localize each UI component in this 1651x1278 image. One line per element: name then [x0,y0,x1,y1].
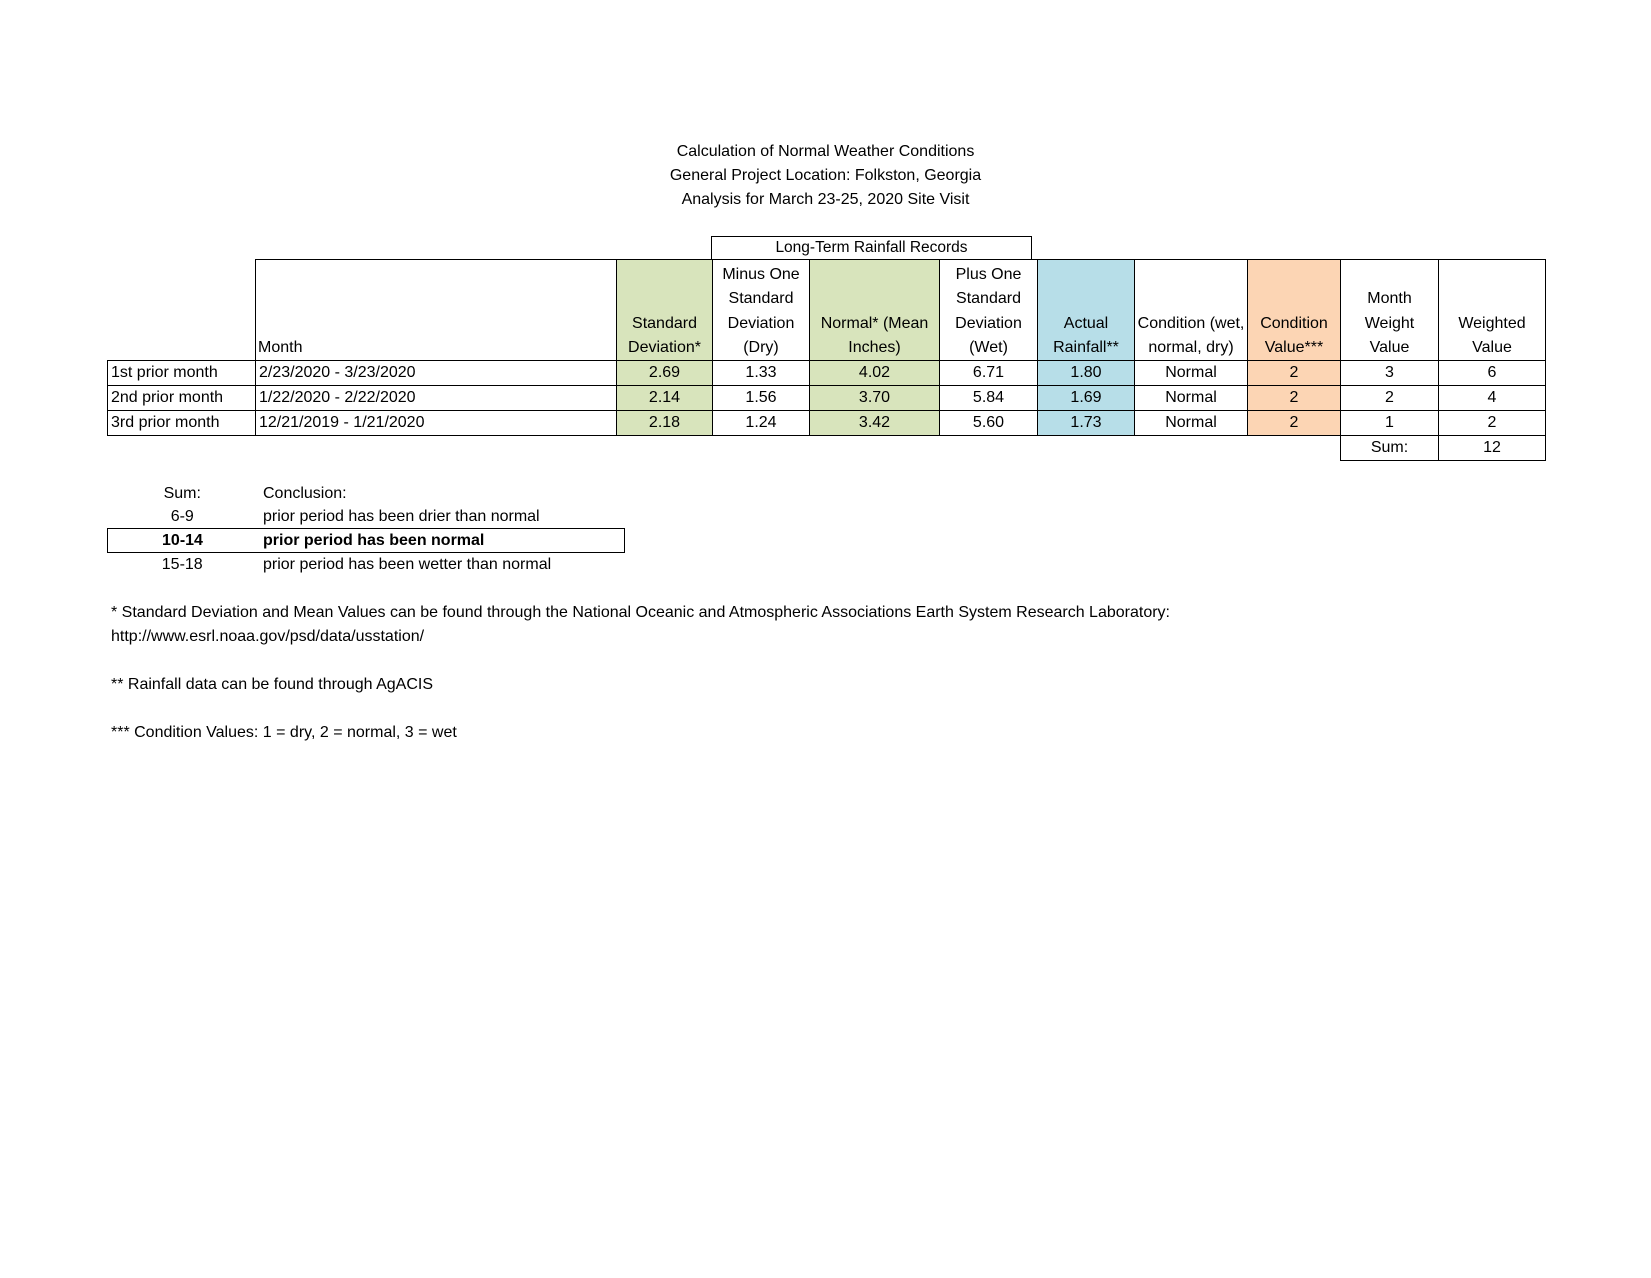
conclusion-text: prior period has been drier than normal [263,508,540,525]
row-std-dev: 2.69 [617,361,713,386]
sum-row-blank [108,436,1341,461]
row-normal: 4.02 [810,361,940,386]
conclusion-text: prior period has been normal [257,529,625,553]
header-blank [108,260,256,361]
row-month: 12/21/2019 - 1/21/2020 [256,411,617,436]
conclusion-table [107,482,625,576]
row-normal: 3.70 [810,386,940,411]
footnote-1 [111,601,1170,649]
row-label: 1st prior month [108,361,256,386]
table-header-row [108,260,1546,361]
row-condition-value: 2 [1248,411,1341,436]
conclusion-range: 10-14 [108,529,258,553]
row-label: 2nd prior month [108,386,256,411]
row-minus-one: 1.56 [713,386,810,411]
title-line-1: Calculation of Normal Weather Conditions [676,143,975,160]
sum-label: Sum: [1341,436,1439,461]
title-line-3: Analysis for March 23-25, 2020 Site Visit [681,191,970,208]
conclusion-row [108,553,625,577]
footnotes [111,601,1170,769]
row-actual: 1.69 [1038,386,1135,411]
row-plus-one: 6.71 [940,361,1038,386]
table-row [108,361,1546,386]
row-weighted: 4 [1439,386,1546,411]
footnote-3: *** Condition Values: 1 = dry, 2 = normal, 3 = wet [111,724,457,741]
row-condition-value: 2 [1248,386,1341,411]
row-label: 3rd prior month [108,411,256,436]
footnote-1-link[interactable]: http://www.esrl.noaa.gov/psd/data/usstation/ [111,628,425,645]
conclusion-row [108,505,625,529]
footnote-1-line-1: * Standard Deviation and Mean Values can be found through the National Oceanic and Atmospheric Associations Earth System Research Laboratory: [111,604,1170,621]
long-term-rainfall-header: Long-Term Rainfall Records [711,236,1032,259]
row-std-dev: 2.18 [617,411,713,436]
row-month-weight: 2 [1341,386,1439,411]
header-std-dev: Standard Deviation* [617,260,713,361]
row-weighted: 6 [1439,361,1546,386]
document-title [0,140,1651,212]
sum-value: 12 [1439,436,1546,461]
header-month-weight: Month Weight Value [1341,260,1439,361]
table-row [108,386,1546,411]
row-month: 1/22/2020 - 2/22/2020 [256,386,617,411]
conclusion-range: 15-18 [161,556,203,573]
conclusion-sum-header: Sum: [163,485,201,502]
row-month: 2/23/2020 - 3/23/2020 [256,361,617,386]
header-plus-one: Plus One Standard Deviation (Wet) [940,260,1038,361]
conclusion-header-row [108,482,625,505]
row-month-weight: 1 [1341,411,1439,436]
sum-row [108,436,1546,461]
conclusion-header: Conclusion: [263,485,347,502]
header-minus-one: Minus One Standard Deviation (Dry) [713,260,810,361]
row-actual: 1.73 [1038,411,1135,436]
row-condition: Normal [1135,411,1248,436]
header-normal: Normal* (Mean Inches) [810,260,940,361]
row-actual: 1.80 [1038,361,1135,386]
header-condition-value: Condition Value*** [1248,260,1341,361]
table-row [108,411,1546,436]
conclusion-range: 6-9 [170,508,194,525]
conclusion-row-highlighted [108,529,625,553]
row-condition: Normal [1135,386,1248,411]
row-std-dev: 2.14 [617,386,713,411]
conclusion-text: prior period has been wetter than normal [263,556,552,573]
row-minus-one: 1.33 [713,361,810,386]
row-condition: Normal [1135,361,1248,386]
row-month-weight: 3 [1341,361,1439,386]
header-actual: Actual Rainfall** [1038,260,1135,361]
row-weighted: 2 [1439,411,1546,436]
row-plus-one: 5.84 [940,386,1038,411]
row-plus-one: 5.60 [940,411,1038,436]
row-condition-value: 2 [1248,361,1341,386]
footnote-2: ** Rainfall data can be found through AgACIS [111,676,433,693]
header-month: Month [256,260,617,361]
header-condition: Condition (wet, normal, dry) [1135,260,1248,361]
row-normal: 3.42 [810,411,940,436]
row-minus-one: 1.24 [713,411,810,436]
title-line-2: General Project Location: Folkston, Georgia [669,167,982,184]
header-weighted: Weighted Value [1439,260,1546,361]
rainfall-table [107,259,1546,461]
